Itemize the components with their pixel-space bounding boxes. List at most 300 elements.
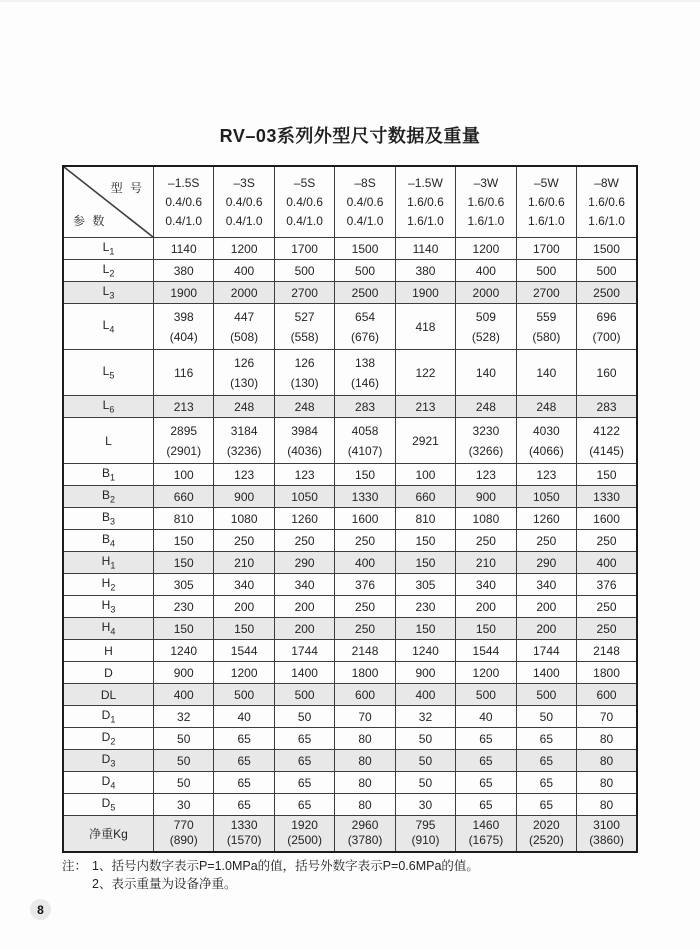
value-cell: 1744 — [274, 640, 334, 662]
value-cell: 140 — [456, 350, 516, 396]
value-cell: 100 — [154, 464, 214, 486]
value-line: 527 — [294, 309, 315, 324]
row-label-text: D — [101, 708, 111, 723]
value-cell: 250 — [516, 530, 576, 552]
value-line: 4122 — [593, 423, 620, 438]
value-cell — [154, 816, 214, 852]
row-label-text: B — [101, 488, 110, 503]
value-line: 4030 — [532, 423, 560, 438]
value-cell: 283 — [577, 396, 637, 418]
value-cell: 123 — [274, 464, 334, 486]
value-cell — [577, 304, 637, 350]
row-label — [63, 574, 154, 596]
value-line: 696 — [596, 309, 617, 324]
value-line: (3266) — [468, 443, 504, 458]
value-cell: 150 — [214, 618, 274, 640]
value-cell: 400 — [335, 552, 395, 574]
value-cell: 230 — [395, 596, 455, 618]
row-label-subscript: 4 — [110, 626, 116, 637]
value-line: (404) — [169, 329, 198, 344]
value-cell: 500 — [577, 260, 637, 282]
value-cell: 80 — [577, 728, 637, 750]
row-label — [63, 508, 154, 530]
value-cell: 70 — [577, 706, 637, 728]
row-label — [63, 396, 154, 418]
value-cell: 65 — [456, 728, 516, 750]
header-row — [63, 166, 637, 238]
row-label-subscript: 6 — [109, 404, 115, 415]
table-row — [63, 486, 637, 508]
value-line: (2500) — [287, 833, 322, 848]
value-line: 2895 — [170, 423, 198, 438]
value-cell: 80 — [335, 794, 395, 816]
value-cell: 376 — [577, 574, 637, 596]
value-cell: 250 — [335, 618, 395, 640]
value-cell: 2000 — [214, 282, 274, 304]
value-cell — [274, 418, 334, 464]
value-cell: 50 — [154, 728, 214, 750]
value-cell — [154, 418, 214, 464]
row-label-text: H — [101, 598, 111, 613]
value-cell — [274, 304, 334, 350]
value-cell: 1900 — [154, 282, 214, 304]
value-line: 447 — [234, 309, 255, 324]
row-label — [63, 706, 154, 728]
value-line: 1330 — [230, 818, 258, 833]
column-header — [456, 166, 516, 238]
value-line: (2901) — [166, 443, 202, 458]
value-cell: 65 — [274, 750, 334, 772]
column-header-line: –1.5W — [408, 175, 443, 190]
value-line: 509 — [475, 309, 496, 324]
value-line: (890) — [169, 833, 198, 848]
value-line: 1920 — [291, 818, 318, 833]
value-cell: 500 — [456, 684, 516, 706]
value-cell: 30 — [395, 794, 455, 816]
value-cell: 2500 — [577, 282, 637, 304]
value-line: (3236) — [226, 443, 262, 458]
value-cell: 150 — [154, 618, 214, 640]
value-cell — [516, 418, 576, 464]
row-label-text: H — [101, 576, 111, 591]
value-cell: 70 — [335, 706, 395, 728]
value-cell: 65 — [214, 794, 274, 816]
value-cell: 65 — [456, 794, 516, 816]
value-cell: 100 — [395, 464, 455, 486]
value-line: (4036) — [287, 443, 322, 458]
column-header-line: –8W — [594, 175, 619, 190]
value-cell: 1140 — [395, 238, 455, 260]
table-row — [63, 794, 637, 816]
value-cell: 1260 — [274, 508, 334, 530]
row-label-text: D — [101, 730, 111, 745]
value-line: 770 — [173, 818, 194, 833]
value-cell: 250 — [577, 530, 637, 552]
value-cell: 80 — [577, 794, 637, 816]
value-cell: 1600 — [577, 508, 637, 530]
row-label-subscript: 4 — [110, 538, 116, 549]
value-cell: 1700 — [274, 238, 334, 260]
row-label-subscript: 1 — [110, 560, 116, 571]
column-header — [214, 166, 274, 238]
row-label-text: L — [102, 240, 110, 255]
value-cell: 150 — [154, 530, 214, 552]
value-cell: 1330 — [335, 486, 395, 508]
value-cell: 150 — [335, 464, 395, 486]
row-label-subscript: 3 — [110, 604, 116, 615]
value-cell: 290 — [274, 552, 334, 574]
value-cell: 250 — [456, 530, 516, 552]
column-header-line: 1.6/1.0 — [467, 213, 505, 228]
column-header-line: 1.6/0.6 — [527, 194, 565, 209]
notes-label: 注： — [62, 859, 88, 873]
row-label-subscript: 2 — [110, 494, 116, 505]
row-label-text: L — [102, 284, 110, 299]
value-line: 795 — [415, 818, 436, 833]
value-cell: 250 — [577, 618, 637, 640]
value-cell — [577, 816, 637, 852]
value-cell: 900 — [154, 662, 214, 684]
row-label-subscript: 4 — [110, 780, 116, 791]
value-line: 126 — [234, 355, 255, 370]
value-cell: 2921 — [395, 418, 455, 464]
value-cell: 418 — [395, 304, 455, 350]
table-row — [63, 350, 637, 396]
value-cell — [154, 304, 214, 350]
value-cell — [214, 304, 274, 350]
value-cell: 900 — [214, 486, 274, 508]
row-label — [63, 596, 154, 618]
value-cell: 50 — [154, 772, 214, 794]
row-label — [63, 260, 154, 282]
row-label-text: B — [101, 466, 110, 481]
row-label-text: 净重Kg — [89, 826, 128, 841]
corner-header-cell — [63, 166, 154, 238]
row-label — [63, 552, 154, 574]
value-cell: 1200 — [456, 662, 516, 684]
value-cell: 2700 — [274, 282, 334, 304]
value-cell: 150 — [395, 618, 455, 640]
notes — [62, 857, 479, 893]
value-cell: 1544 — [214, 640, 274, 662]
column-header-line: –8S — [354, 175, 376, 190]
value-cell — [335, 418, 395, 464]
value-cell: 32 — [395, 706, 455, 728]
row-label-text: D — [101, 752, 111, 767]
row-label — [63, 816, 154, 852]
row-label-text: H — [104, 643, 113, 658]
value-cell: 30 — [154, 794, 214, 816]
value-cell — [214, 350, 274, 396]
table-row — [63, 282, 637, 304]
value-cell: 80 — [335, 772, 395, 794]
value-cell: 248 — [274, 396, 334, 418]
value-cell: 150 — [395, 552, 455, 574]
row-label-text: L — [105, 433, 112, 448]
row-label — [63, 418, 154, 464]
column-header-line: –1.5S — [168, 175, 200, 190]
row-label — [63, 794, 154, 816]
value-cell: 230 — [154, 596, 214, 618]
value-cell: 660 — [395, 486, 455, 508]
value-cell — [456, 816, 516, 852]
value-cell: 65 — [274, 728, 334, 750]
row-label-subscript: 1 — [110, 714, 116, 725]
value-cell: 1744 — [516, 640, 576, 662]
value-line: 398 — [173, 309, 194, 324]
value-line: 3984 — [291, 423, 318, 438]
value-cell: 65 — [456, 772, 516, 794]
value-cell: 376 — [335, 574, 395, 596]
value-cell: 65 — [516, 728, 576, 750]
column-header-line: –3W — [473, 175, 499, 190]
row-label — [63, 684, 154, 706]
value-cell: 400 — [154, 684, 214, 706]
value-cell — [274, 816, 334, 852]
value-cell: 248 — [214, 396, 274, 418]
table-row — [63, 596, 637, 618]
table-row — [63, 238, 637, 260]
value-cell: 500 — [214, 684, 274, 706]
column-header-line: 0.4/0.6 — [346, 194, 384, 209]
row-label-text: L — [102, 398, 110, 413]
value-cell — [516, 816, 576, 852]
value-cell: 50 — [516, 706, 576, 728]
value-cell: 116 — [154, 350, 214, 396]
value-cell: 1800 — [335, 662, 395, 684]
page-number-badge — [30, 899, 51, 920]
value-cell — [456, 304, 516, 350]
row-label — [63, 750, 154, 772]
row-label-text: B — [101, 510, 110, 525]
value-cell: 50 — [395, 728, 455, 750]
row-label-text: L — [102, 318, 110, 333]
value-line: (146) — [351, 375, 380, 390]
value-cell — [274, 350, 334, 396]
value-cell: 380 — [154, 260, 214, 282]
value-line: (4145) — [589, 443, 624, 458]
value-cell: 400 — [456, 260, 516, 282]
row-label-text: D — [101, 796, 111, 811]
value-cell: 213 — [154, 396, 214, 418]
value-line: 126 — [294, 355, 315, 370]
value-cell: 1800 — [577, 662, 637, 684]
table-row — [63, 530, 637, 552]
column-header-line: –5W — [534, 175, 559, 190]
value-cell: 65 — [214, 728, 274, 750]
value-cell: 150 — [395, 530, 455, 552]
row-label-text: B — [101, 532, 110, 547]
table-row — [63, 508, 637, 530]
value-cell: 150 — [456, 618, 516, 640]
value-line: (910) — [411, 833, 440, 848]
value-cell — [516, 304, 576, 350]
row-label-subscript: 3 — [110, 516, 116, 527]
value-cell: 150 — [577, 464, 637, 486]
note-items — [92, 857, 479, 893]
value-line: 3184 — [230, 423, 258, 438]
value-cell: 200 — [456, 596, 516, 618]
column-header-line: 1.6/1.0 — [407, 213, 444, 228]
value-cell: 283 — [335, 396, 395, 418]
value-cell — [214, 418, 274, 464]
table-row — [63, 816, 637, 852]
value-cell: 1050 — [274, 486, 334, 508]
row-label — [63, 530, 154, 552]
value-cell: 1200 — [214, 662, 274, 684]
value-line: (130) — [230, 375, 259, 390]
value-cell: 1900 — [395, 282, 455, 304]
value-cell: 250 — [214, 530, 274, 552]
value-cell: 200 — [274, 618, 334, 640]
row-label — [63, 304, 154, 350]
value-cell: 2148 — [577, 640, 637, 662]
value-cell — [335, 304, 395, 350]
value-cell: 500 — [274, 260, 334, 282]
table-row — [63, 418, 637, 464]
value-line: 559 — [536, 309, 557, 324]
corner-model-label: 型 号 — [110, 181, 144, 195]
value-cell — [456, 418, 516, 464]
value-cell: 250 — [335, 596, 395, 618]
row-label — [63, 238, 154, 260]
value-cell: 248 — [516, 396, 576, 418]
column-header — [274, 166, 334, 238]
value-cell — [335, 816, 395, 852]
corner-param-label: 参 数 — [73, 214, 107, 228]
page-title: RV–03系列外型尺寸数据及重量 — [219, 126, 481, 146]
value-cell: 340 — [274, 574, 334, 596]
row-label-text: DL — [100, 687, 117, 702]
value-cell: 400 — [395, 684, 455, 706]
value-cell: 340 — [516, 574, 576, 596]
value-cell: 250 — [274, 530, 334, 552]
column-header-line: 0.4/0.6 — [286, 194, 323, 209]
value-cell: 340 — [214, 574, 274, 596]
value-cell: 1500 — [577, 238, 637, 260]
row-label — [63, 282, 154, 304]
value-line: (508) — [230, 329, 259, 344]
value-line: 2960 — [351, 818, 379, 833]
value-cell: 210 — [214, 552, 274, 574]
value-cell: 50 — [395, 772, 455, 794]
value-cell: 65 — [274, 772, 334, 794]
value-line: (3860) — [589, 833, 624, 848]
value-cell: 1080 — [214, 508, 274, 530]
value-cell: 500 — [335, 260, 395, 282]
row-label-text: H — [101, 554, 111, 569]
row-label-subscript: 1 — [110, 472, 116, 483]
table-row — [63, 464, 637, 486]
column-header-line: 1.6/0.6 — [407, 194, 444, 209]
row-label-subscript: 3 — [110, 758, 116, 769]
value-cell: 1200 — [456, 238, 516, 260]
value-cell: 80 — [335, 728, 395, 750]
page-number: 8 — [37, 902, 44, 917]
value-cell: 400 — [214, 260, 274, 282]
value-cell: 290 — [516, 552, 576, 574]
value-cell: 660 — [154, 486, 214, 508]
row-label-subscript: 2 — [110, 582, 116, 593]
value-cell: 1260 — [516, 508, 576, 530]
value-cell: 1544 — [456, 640, 516, 662]
value-line: 3100 — [593, 818, 620, 833]
value-cell: 80 — [577, 750, 637, 772]
table-row — [63, 640, 637, 662]
value-cell: 80 — [577, 772, 637, 794]
value-cell: 1500 — [335, 238, 395, 260]
value-line: (2520) — [529, 833, 564, 848]
table-row — [63, 552, 637, 574]
value-cell: 140 — [516, 350, 576, 396]
table-row — [63, 574, 637, 596]
column-header-line: 1.6/1.0 — [588, 213, 625, 228]
value-cell: 150 — [154, 552, 214, 574]
value-cell: 380 — [395, 260, 455, 282]
value-cell: 1240 — [154, 640, 214, 662]
row-label-subscript: 5 — [109, 370, 115, 381]
value-cell: 65 — [456, 750, 516, 772]
value-cell: 123 — [456, 464, 516, 486]
row-label-text: D — [101, 774, 111, 789]
value-cell: 50 — [395, 750, 455, 772]
value-cell: 2000 — [456, 282, 516, 304]
row-label-subscript: 5 — [110, 802, 116, 813]
value-line: (4107) — [347, 443, 383, 458]
value-cell: 80 — [335, 750, 395, 772]
column-header — [577, 166, 637, 238]
column-header — [154, 166, 214, 238]
row-label — [63, 640, 154, 662]
value-line: (3780) — [347, 833, 383, 848]
value-line: 654 — [355, 309, 376, 324]
value-cell: 305 — [395, 574, 455, 596]
value-line: (558) — [290, 329, 319, 344]
value-cell: 123 — [214, 464, 274, 486]
value-cell: 1240 — [395, 640, 455, 662]
value-cell: 210 — [456, 552, 516, 574]
value-line: (580) — [532, 329, 561, 344]
dimensions-table — [62, 165, 638, 853]
value-cell: 600 — [577, 684, 637, 706]
value-cell: 1050 — [516, 486, 576, 508]
row-label — [63, 728, 154, 750]
value-cell: 1080 — [456, 508, 516, 530]
value-cell: 122 — [395, 350, 455, 396]
value-cell: 900 — [456, 486, 516, 508]
row-label — [63, 772, 154, 794]
table-row — [63, 396, 637, 418]
value-line: 2020 — [532, 818, 560, 833]
row-label-subscript: 2 — [109, 268, 115, 279]
value-cell: 40 — [456, 706, 516, 728]
value-line: (676) — [351, 329, 380, 344]
value-cell: 340 — [456, 574, 516, 596]
row-label — [63, 464, 154, 486]
table-row — [63, 684, 637, 706]
value-cell: 2500 — [335, 282, 395, 304]
value-cell: 500 — [516, 260, 576, 282]
value-cell: 810 — [154, 508, 214, 530]
column-header-line: 1.6/1.0 — [527, 213, 565, 228]
column-header-line: 0.4/1.0 — [165, 213, 203, 228]
value-line: 1460 — [472, 818, 500, 833]
table-row — [63, 260, 637, 282]
table-row — [63, 706, 637, 728]
value-cell: 600 — [335, 684, 395, 706]
value-cell: 123 — [516, 464, 576, 486]
value-line: (528) — [471, 329, 500, 344]
